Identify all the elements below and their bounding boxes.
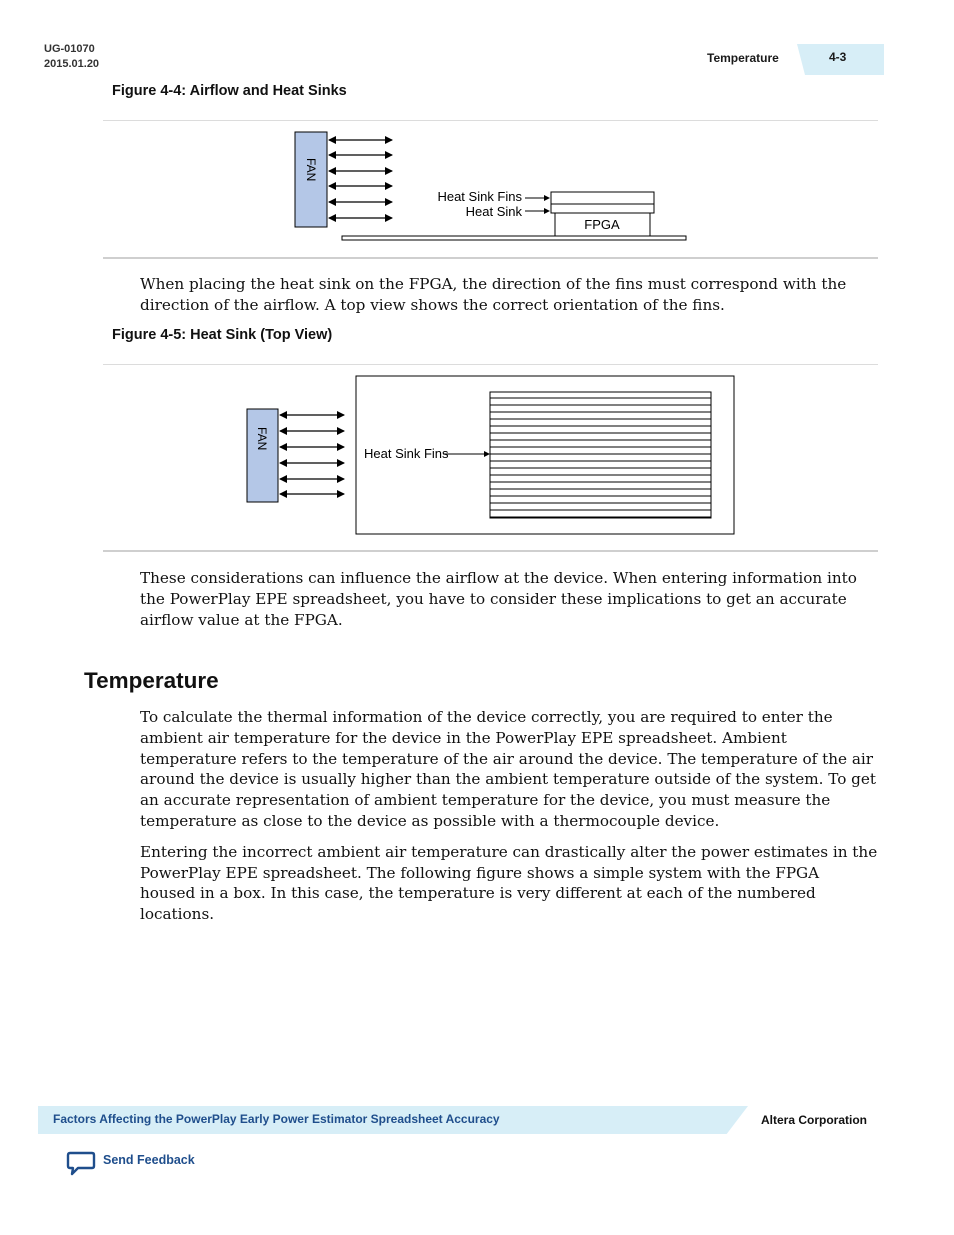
fpga-label: FPGA [584,217,620,232]
footer-company: Altera Corporation [761,1113,868,1127]
fan-label: FAN [304,158,318,182]
document-id-block [44,42,99,72]
figure-4-5-caption: Figure 4-5: Heat Sink (Top View) [112,327,333,343]
heat-sink-top-view-diagram [240,372,740,542]
fan-label: FAN [255,427,269,451]
section-heading-temperature: Temperature [84,668,219,693]
figure-4-4-caption: Figure 4-4: Airflow and Heat Sinks [112,83,347,99]
heat-sink-block [551,204,654,213]
board [342,236,686,240]
send-feedback-link[interactable]: Send Feedback [103,1153,195,1167]
airflow-heat-sink-diagram [280,128,700,244]
heat-sink-fins-block [551,192,654,204]
paragraph-ambient-temperature: To calculate the thermal information of the device correctly, you are required to enter the ambient air temperature for the device in the PowerPlay EPE spreadsheet. Ambient temperature refers to the temperature of the air around the device. The temperature of the air around the device is usually higher than the ambient temperature outside of the system. To get an accurate representation of ambient temperature for the device, you must measure the temperature as close to the device as possible with a thermocouple device. [140,708,876,830]
header-page-number: 4-3 [829,50,847,64]
footer-document-title: Factors Affecting the PowerPlay Early Power Estimator Spreadsheet Accuracy [53,1112,500,1126]
heat-sink-label: Heat Sink [465,204,522,219]
document-id: UG-01070 [44,43,95,55]
paragraph-incorrect-temperature: Entering the incorrect ambient air temperature can drastically alter the power estimates in the PowerPlay EPE spreadsheet. The following figure shows a simple system with the FPGA housed in a box. In this case, the temperature is very different at each of the numbered locations. [140,842,878,924]
paragraph-fin-direction: When placing the heat sink on the FPGA, the direction of the fins must correspond with the direction of the airflow. A top view shows the correct orientation of the fins. [140,275,847,314]
figure-bottom-rule [103,550,878,552]
figure-top-rule [103,364,878,365]
header-section-title: Temperature [707,51,779,65]
airflow-arrows [329,140,392,218]
document-date: 2015.01.20 [44,58,100,70]
figure-top-rule [103,120,878,121]
figure-bottom-rule [103,257,878,259]
temperature-section-body [140,707,878,925]
heat-sink-fins-label: Heat Sink Fins [437,189,522,204]
heat-sink-fins [490,392,711,518]
feedback-icon[interactable] [66,1151,96,1177]
fan-block [247,409,278,502]
paragraph-considerations: These considerations can influence the airflow at the device. When entering information into the PowerPlay EPE spreadsheet, you have to consider these implications to get an accurate airflow value at the FPGA. [140,569,857,629]
heat-sink-fins-label: Heat Sink Fins [364,446,449,461]
airflow-arrows [280,415,344,494]
